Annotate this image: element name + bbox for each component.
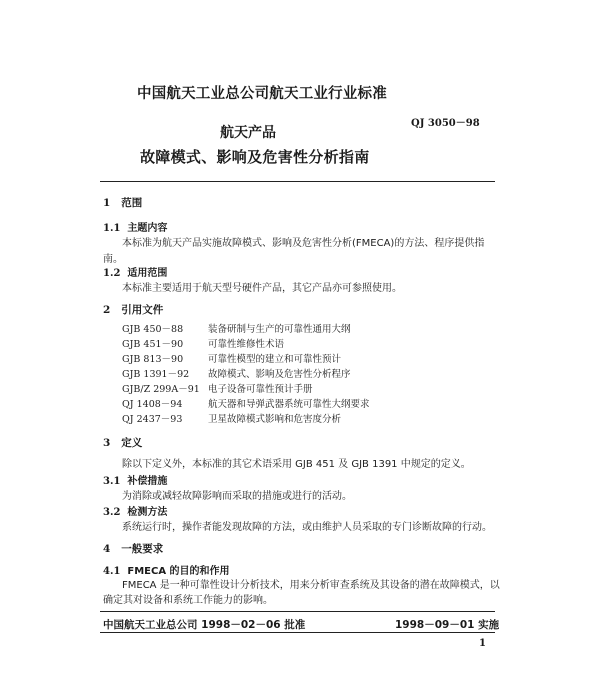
section-title: 检测方法 (127, 507, 168, 518)
effective-date: 1998－09－01 实施 (395, 619, 500, 631)
document-title-line1: 航天产品 (220, 125, 276, 141)
section-title: 定义 (121, 437, 143, 449)
section-number: 1.1 (103, 223, 121, 234)
section-title: 主题内容 (127, 223, 168, 234)
section-title: FMECA 的目的和作用 (127, 566, 230, 577)
page-number: 1 (479, 638, 486, 649)
reference-code: GJB 450－88 (122, 324, 184, 335)
reference-name: 航天器和导弹武器系统可靠性大纲要求 (208, 399, 370, 410)
reference-code: GJB 451－90 (122, 339, 184, 350)
standard-code: QJ 3050－98 (411, 118, 480, 129)
reference-name: 电子设备可靠性预计手册 (208, 384, 313, 395)
section-1-1-text-line2: 南。 (103, 254, 123, 265)
section-title: 适用范围 (127, 268, 168, 279)
section-3-1-heading (103, 472, 167, 487)
footer-divider (100, 611, 495, 612)
section-title: 范围 (121, 197, 143, 209)
section-4-1-text-line2: 确定其对设备和系统工作能力的影响。 (103, 595, 273, 606)
section-4-heading (103, 541, 163, 556)
reference-code: QJ 1408－94 (122, 399, 183, 410)
section-4-1-heading (103, 562, 230, 577)
reference-item (122, 336, 284, 350)
section-3-1-text: 为消除或减轻故障影响而采取的措施或进行的活动。 (122, 491, 352, 502)
reference-item (122, 351, 341, 365)
issuing-organization: 中国航天工业总公司航天工业行业标准 (137, 86, 387, 102)
section-title: 补偿措施 (127, 476, 168, 487)
section-number: 2 (103, 304, 111, 316)
section-number: 1 (103, 197, 111, 209)
section-title: 一般要求 (121, 543, 164, 555)
reference-item (122, 396, 370, 410)
reference-name: 故障模式、影响及危害性分析程序 (208, 369, 351, 380)
section-number: 1.2 (103, 268, 121, 279)
reference-code: GJB 1391－92 (122, 369, 190, 380)
reference-name: 卫星故障模式影响和危害度分析 (208, 414, 342, 425)
section-number: 4.1 (103, 566, 121, 577)
reference-name: 可靠性维修性术语 (208, 339, 285, 350)
section-1-1-text-line1: 本标准为航天产品实施故障模式、影响及危害性分析(FMECA)的方法、程序提供指 (122, 238, 485, 249)
section-1-2-heading (103, 264, 167, 279)
section-number: 4 (103, 543, 111, 555)
section-3-intro: 除以下定义外，本标准的其它术语采用 GJB 451 及 GJB 1391 中规定的定义。 (122, 459, 471, 470)
section-2-heading (103, 302, 163, 317)
section-number: 3 (103, 437, 111, 449)
section-1-1-heading (103, 219, 167, 234)
reference-code: GJB/Z 299A－91 (122, 384, 200, 395)
reference-item (122, 411, 341, 425)
document-title-line2: 故障模式、影响及危害性分析指南 (140, 148, 370, 166)
reference-item (122, 381, 313, 395)
reference-name: 装备研制与生产的可靠性通用大纲 (208, 324, 351, 335)
section-4-1-text-line1: FMECA 是一种可靠性设计分析技术，用来分析审查系统及其设备的潜在故障模式，以 (122, 580, 500, 591)
section-number: 3.2 (103, 507, 121, 518)
section-1-2-text: 本标准主要适用于航天型号硬件产品，其它产品亦可参照使用。 (122, 283, 402, 294)
section-3-2-text: 系统运行时，操作者能发现故障的方法，或由维护人员采取的专门诊断故障的行动。 (122, 522, 492, 533)
reference-code: QJ 2437－93 (122, 414, 183, 425)
reference-item (122, 321, 351, 335)
approval-date: 中国航天工业总公司 1998－02－06 批准 (103, 619, 306, 631)
section-number: 3.1 (103, 476, 121, 487)
section-3-heading (103, 435, 142, 450)
reference-name: 可靠性模型的建立和可靠性预计 (208, 354, 342, 365)
section-title: 引用文件 (121, 304, 164, 316)
reference-item (122, 366, 351, 380)
section-3-2-heading (103, 503, 167, 518)
footer-divider-bottom (100, 632, 495, 633)
section-1-heading (103, 195, 142, 210)
reference-code: GJB 813－90 (122, 354, 184, 365)
header-divider (100, 181, 495, 182)
